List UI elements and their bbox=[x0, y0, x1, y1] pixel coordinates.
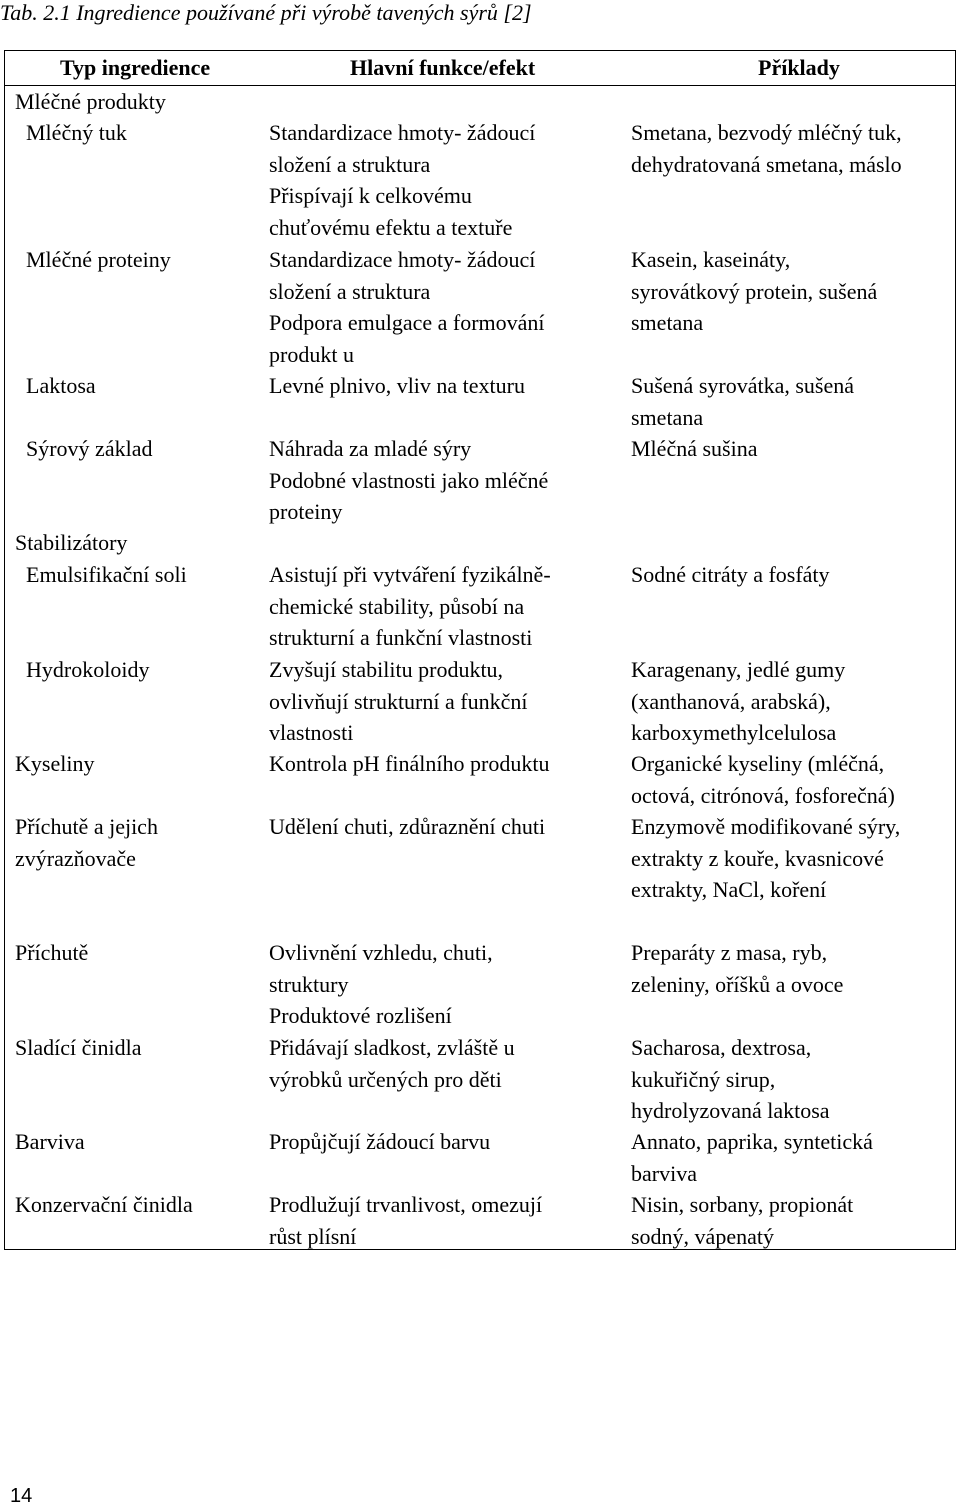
row-type: Stabilizátory bbox=[15, 530, 128, 555]
row-examples: Sacharosa, dextrosa, kukuřičný sirup, hydrolyzovaná laktosa bbox=[631, 1035, 830, 1123]
row-type: Hydrokoloidy bbox=[15, 657, 150, 682]
row-function: Standardizace hmoty- žádoucí složení a struktura Podpora emulgace a formování produkt u bbox=[269, 247, 545, 367]
row-examples: Karagenany, jedlé gumy (xanthanová, arabská), karboxymethylcelulosa bbox=[631, 657, 846, 745]
row-type: Mléčné proteiny bbox=[15, 247, 171, 272]
row-function: Ovlivnění vzhledu, chuti, struktury Produktové rozlišení bbox=[269, 940, 493, 1028]
table-caption: Tab. 2.1 Ingredience používané při výrobě tavených sýrů [2] bbox=[0, 0, 532, 25]
row-function: Udělení chuti, zdůraznění chuti bbox=[269, 814, 546, 839]
column-header-type: Typ ingredience bbox=[60, 55, 211, 80]
row-examples: Preparáty z masa, ryb, zeleniny, oříšků a ovoce bbox=[631, 940, 844, 997]
row-examples: Organické kyseliny (mléčná, octová, citrónová, fosforečná) bbox=[631, 751, 895, 808]
row-type: Barviva bbox=[15, 1129, 85, 1154]
row-examples: Nisin, sorbany, propionát sodný, vápenatý bbox=[631, 1192, 854, 1249]
row-type: Sladící činidla bbox=[15, 1035, 142, 1060]
column-header-function: Hlavní funkce/efekt bbox=[350, 55, 536, 80]
row-examples: Mléčná sušina bbox=[631, 436, 758, 461]
row-type: Mléčné produkty bbox=[15, 89, 166, 114]
row-function: Levné plnivo, vliv na texturu bbox=[269, 373, 525, 398]
row-type: Emulsifikační soli bbox=[15, 562, 187, 587]
row-type: Laktosa bbox=[15, 373, 96, 398]
row-type: Sýrový základ bbox=[15, 436, 153, 461]
row-type: Příchutě a jejich zvýrazňovače bbox=[15, 814, 158, 871]
row-function: Prodlužují trvanlivost, omezují růst plísní bbox=[269, 1192, 543, 1249]
row-function: Kontrola pH finálního produktu bbox=[269, 751, 550, 776]
row-type: Mléčný tuk bbox=[15, 120, 127, 145]
row-function: Asistují při vytváření fyzikálně- chemické stability, působí na strukturní a funkční vlastnosti bbox=[269, 562, 551, 650]
row-type: Příchutě bbox=[15, 940, 89, 965]
row-function: Standardizace hmoty- žádoucí složení a struktura Přispívají k celkovému chuťovému efektu a textuře bbox=[269, 120, 536, 240]
row-type: Konzervační činidla bbox=[15, 1192, 193, 1217]
ingredients-table bbox=[4, 50, 956, 1250]
row-examples: Sodné citráty a fosfáty bbox=[631, 562, 830, 587]
page-number: 14 bbox=[10, 1485, 33, 1507]
row-function: Zvyšují stabilitu produktu, ovlivňují strukturní a funkční vlastnosti bbox=[269, 657, 528, 745]
row-examples: Kasein, kaseináty, syrovátkový protein, sušená smetana bbox=[631, 247, 878, 335]
row-examples: Annato, paprika, syntetická barviva bbox=[631, 1129, 873, 1186]
row-examples: Sušená syrovátka, sušená smetana bbox=[631, 373, 855, 430]
row-function: Propůjčují žádoucí barvu bbox=[269, 1129, 491, 1154]
row-examples: Smetana, bezvodý mléčný tuk, dehydratovaná smetana, máslo bbox=[631, 120, 902, 177]
row-type: Kyseliny bbox=[15, 751, 95, 776]
column-header-examples: Příklady bbox=[758, 55, 840, 80]
row-function: Náhrada za mladé sýry Podobné vlastnosti jako mléčné proteiny bbox=[269, 436, 549, 524]
row-function: Přidávají sladkost, zvláště u výrobků určených pro děti bbox=[269, 1035, 515, 1092]
row-examples: Enzymově modifikované sýry, extrakty z kouře, kvasnicové extrakty, NaCl, koření bbox=[631, 814, 901, 902]
